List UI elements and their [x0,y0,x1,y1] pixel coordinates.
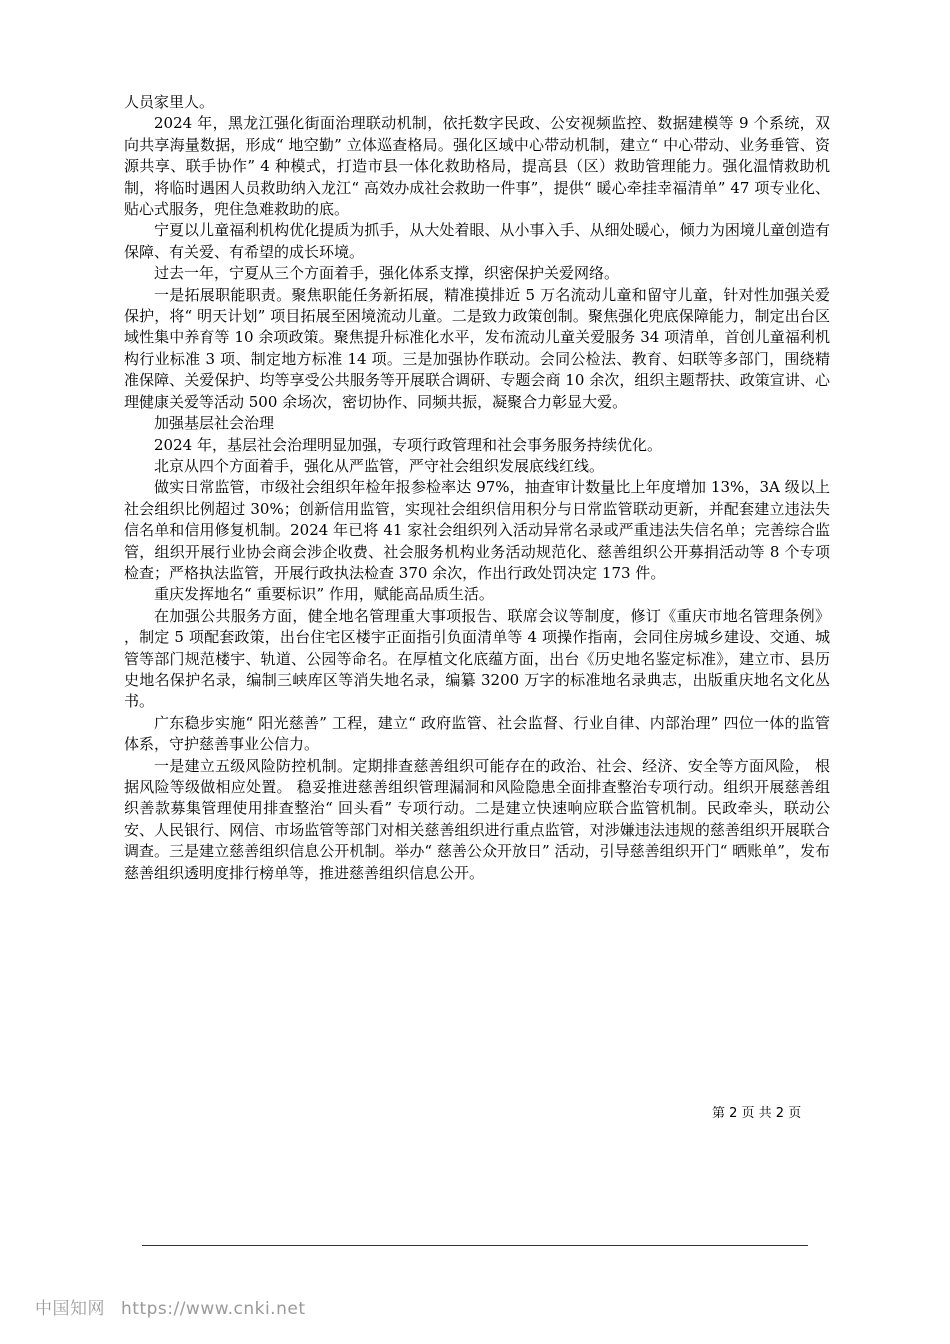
section-heading: 加强基层社会治理 [154,414,275,433]
paragraph: 一是建立五级风险防控机制。定期排查慈善组织可能存在的政治、社会、经济、安全等方面风险， 根据风险等级做相应处置。 稳妥推进慈善组织管理漏洞和风险隐患全面排查整治专项行动。组织开展慈善组织善款募集管理使用排查整治“ 回头看” 专项行动。二是建立快速响应联合监管机制。民政牵头，联动公安、人民银行、网信、市场监管等部门对相关慈善组织进行重点监管，对涉嫌违法违规的慈善组织开展联合调查。三是建立慈善组织信息公开机制。举办“ 慈善公众开放日” 活动，引导慈善组织开门“ 晒账单”，发布慈善组织透明度排行榜单等，推进慈善组织信息公开。 [124,756,830,882]
paragraph: 2024 年，黑龙江强化街面治理联动机制，依托数字民政、公安视频监控、数据建模等 9 个系统，双向共享海量数据，形成“ 地空勤” 立体巡查格局。强化区域中心带动机制，建立“ 中心带动、业务垂管、资源共享、联手协作” 4 种模式，打造市县一体化救助格局，提高县（区）救助管理能力。强化温情救助机制，将临时遇困人员救助纳入龙江“ 高效办成社会救助一件事”，提供“ 暖心牵挂幸福清单” 47 项专业化、贴心式服务，兜住急难救助的底。 [124,114,830,219]
footer-divider [142,1245,808,1246]
paragraph: 宁夏以儿童福利机构优化提质为抓手，从大处着眼、从小事入手、从细处暖心，倾力为困境儿童创造有保障、有关爱、有希望的成长环境。 [124,221,830,261]
paragraph: 重庆发挥地名“ 重要标识” 作用，赋能高品质生活。 [154,585,494,604]
paragraph: 做实日常监管，市级社会组织年检年报参检率达 97%，抽查审计数量比上年度增加 13%，3A 级以上社会组织比例超过 30%；创新信用监管，实现社会组织信用积分与日常监管联动更新，并配套建立违法失信名单和信用修复机制。2024 年已将 41 家社会组织列入活动异常名录或严重违法失信名单；完善综合监管，组织开展行业协会商会涉企收费、社会服务机构业务活动规范化、慈善组织公开募捐活动等 8 个专项检查；严格执法监管，开展行政执法检查 370 余次，作出行政处罚决定 173 件。 [124,478,830,582]
paragraph: 过去一年，宁夏从三个方面着手，强化体系支撑，织密保护关爱网络。 [154,264,620,283]
watermark-brand: 中国知网 [35,1299,105,1319]
page-number: 第 2 页 共 2 页 [712,1106,802,1121]
paragraph: 北京从四个方面着手，强化从严监管，严守社会组织发展底线红线。 [154,456,605,475]
paragraph: 在加强公共服务方面，健全地名管理重大事项报告、联席会议等制度，修订《重庆市地名管理条例》 ，制定 5 项配套政策，出台住宅区楼宇正面指引负面清单等 4 项操作指南，会同住房城乡建设、交通、城管等部门规范楼宇、轨道、公园等命名。在厚植文化底蕴方面，出台《历史地名鉴定标准》，建立市、县历史地名保护名录，编制三峡库区等消失地名录，编纂 3200 万字的标准地名录典志，出版重庆地名文化丛书。 [124,606,830,711]
document-body [124,92,830,884]
paragraph: 广东稳步实施“ 阳光慈善” 工程，建立“ 政府监管、社会监督、行业自律、内部治理” 四位一体的监管体系，守护慈善事业公信力。 [124,713,830,754]
paragraph: 一是拓展职能职责。聚焦职能任务新拓展，精准摸排近 5 万名流动儿童和留守儿童，针对性加强关爱保护，将“ 明天计划” 项目拓展至困境流动儿童。二是致力政策创制。聚焦强化兜底保障能力，制定出台区域性集中养育等 10 余项政策。聚焦提升标准化水平，发布流动儿童关爱服务 34 项清单，首创儿童福利机构行业标准 3 项、制定地方标准 14 项。三是加强协作联动。会同公检法、教育、妇联等多部门，围绕精准保障、关爱保护、均等享受公共服务等开展联合调研、专题会商 10 余次，组织主题帮扶、政策宣讲、心理健康关爱等活动 500 余场次，密切协作、同频共振，凝聚合力彰显大爱。 [124,285,830,411]
cnki-watermark [35,1294,305,1319]
paragraph: 2024 年，基层社会治理明显加强，专项行政管理和社会事务服务持续优化。 [154,435,662,454]
watermark-url: https://www.cnki.net [121,1299,306,1319]
paragraph: 人员家里人。 [124,93,215,111]
